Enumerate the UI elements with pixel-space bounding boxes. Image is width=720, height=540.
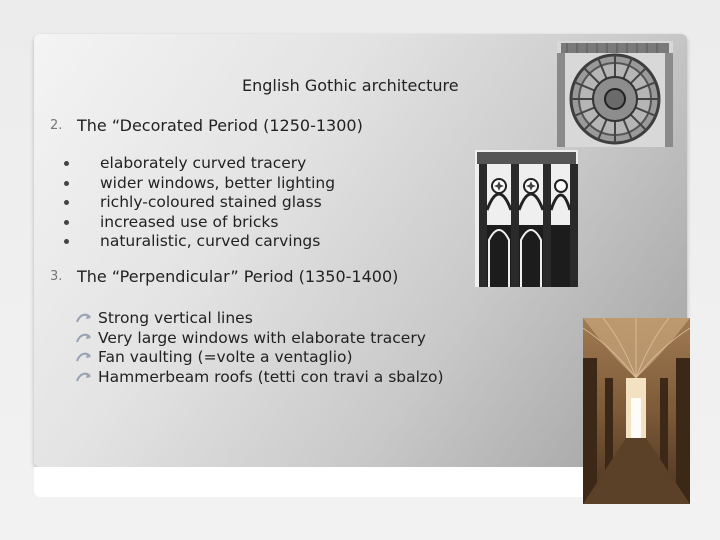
curved-arrow-bullet-icon — [76, 371, 92, 383]
list-item-text: Hammerbeam roofs (tetti con travi a sbalzo) — [98, 367, 444, 386]
section-heading-text: The “Perpendicular” Period (1350-1400) — [77, 267, 399, 286]
bullet-icon — [64, 220, 69, 225]
list-item-text: increased use of bricks — [100, 212, 279, 231]
list-item — [58, 232, 335, 252]
list-item-text: Fan vaulting (=volte a ventaglio) — [98, 348, 353, 366]
curved-arrow-bullet-icon — [76, 351, 92, 363]
gothic-arcade-image — [475, 150, 578, 287]
curved-arrow-bullet-icon — [76, 332, 92, 344]
section-number: 2. — [50, 118, 63, 133]
rose-window-image — [557, 41, 673, 147]
bullet-icon — [64, 161, 69, 166]
section-heading-text: The “Decorated Period (1250-1300) — [77, 116, 363, 135]
list-item-text: elaborately curved tracery — [100, 154, 307, 172]
section-heading-decorated — [50, 116, 363, 135]
list-item-text: Very large windows with elaborate tracery — [98, 328, 426, 347]
list-item-text: wider windows, better lighting — [100, 173, 336, 192]
list-item — [58, 174, 335, 194]
fan-vault-cloister-image — [583, 318, 690, 504]
bullet-icon — [64, 239, 69, 244]
list-item-text: naturalistic, curved carvings — [100, 232, 321, 250]
section-heading-perpendicular — [50, 267, 399, 286]
list-item — [58, 213, 335, 233]
list-item — [74, 368, 444, 388]
list-item — [58, 193, 335, 213]
list-item — [58, 154, 335, 174]
list-item-text: Strong vertical lines — [98, 309, 253, 327]
slide-title: English Gothic architecture — [242, 76, 459, 95]
list-item — [74, 329, 444, 349]
decorated-bullet-list — [58, 154, 335, 252]
bullet-icon — [64, 181, 69, 186]
curved-arrow-bullet-icon — [76, 312, 92, 324]
bullet-icon — [64, 200, 69, 205]
section-number: 3. — [50, 269, 63, 284]
list-item-text: richly-coloured stained glass — [100, 193, 322, 211]
list-item — [74, 309, 444, 329]
list-item — [74, 348, 444, 368]
perpendicular-bullet-list — [74, 309, 444, 387]
